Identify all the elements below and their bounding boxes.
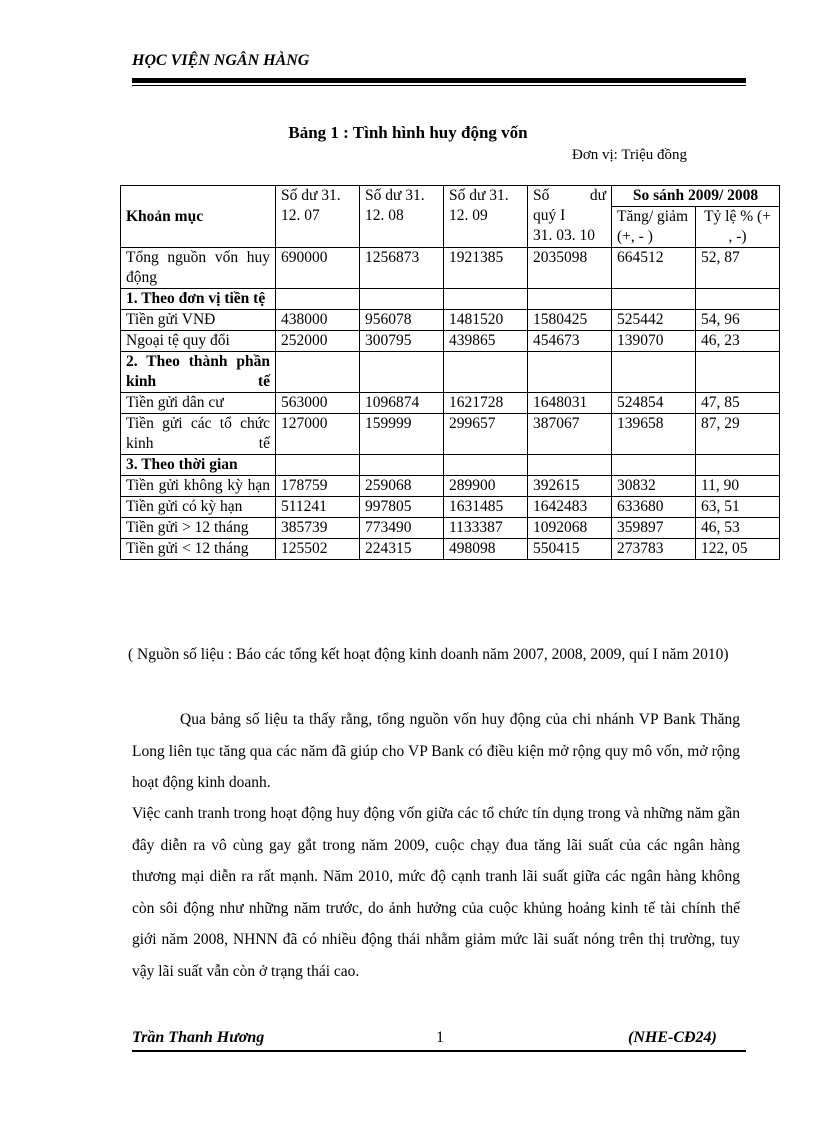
header-change: Tăng/ giảm (+, - ) — [612, 207, 696, 248]
table-row — [121, 518, 780, 539]
row-label: Tổng nguồn vốn huy động — [121, 248, 276, 289]
cell-value: 46, 23 — [696, 331, 780, 352]
cell-value: 956078 — [360, 310, 444, 331]
cell-value: 122, 05 — [696, 539, 780, 560]
row-label: Tiền gửi có kỳ hạn — [121, 497, 276, 518]
row-label: 1. Theo đơn vị tiền tệ — [121, 289, 276, 310]
cell-value: 525442 — [612, 310, 696, 331]
table-row — [121, 248, 780, 289]
cell-value: 252000 — [276, 331, 360, 352]
table-section-row — [121, 455, 780, 476]
header-col-q1-2010: Số dư quý I 31. 03. 10 — [528, 186, 612, 248]
paragraph-1: Qua bảng số liệu ta thấy rằng, tổng nguồn vốn huy động của chi nhánh VP Bank Thăng Long liên tục tăng qua các năm đã giúp cho VP Bank có điều kiện mở rộng quy mô vốn, mở rộng hoạt động kinh doanh. — [132, 711, 740, 791]
cell-value: 87, 29 — [696, 414, 780, 455]
cell-value: 159999 — [360, 414, 444, 455]
cell-value: 385739 — [276, 518, 360, 539]
row-label: Tiền gửi VNĐ — [121, 310, 276, 331]
cell-value — [612, 352, 696, 393]
cell-value: 30832 — [612, 476, 696, 497]
cell-value: 1631485 — [444, 497, 528, 518]
cell-value: 54, 96 — [696, 310, 780, 331]
source-note: ( Nguồn số liệu : Báo các tổng kết hoạt động kinh doanh năm 2007, 2008, 2009, quí I năm 2010) — [128, 646, 729, 663]
cell-value: 127000 — [276, 414, 360, 455]
cell-value: 1096874 — [360, 393, 444, 414]
cell-value: 125502 — [276, 539, 360, 560]
table-row — [121, 331, 780, 352]
cell-value: 773490 — [360, 518, 444, 539]
cell-value: 52, 87 — [696, 248, 780, 289]
cell-value: 511241 — [276, 497, 360, 518]
unit-label: Đơn vị: Triệu đồng — [572, 147, 688, 163]
header-rule-thin — [132, 85, 746, 86]
cell-value: 633680 — [612, 497, 696, 518]
cell-value — [276, 352, 360, 393]
header-compare: So sánh 2009/ 2008 — [612, 186, 780, 207]
row-label: Tiền gửi > 12 tháng — [121, 518, 276, 539]
row-label: Ngoại tệ quy đổi — [121, 331, 276, 352]
cell-value — [360, 289, 444, 310]
cell-value — [444, 352, 528, 393]
cell-value — [276, 289, 360, 310]
cell-value — [696, 289, 780, 310]
footer-code: (NHE-CĐ24) — [628, 1029, 717, 1046]
table-title: Bảng 1 : Tình hình huy động vốn — [288, 123, 528, 142]
cell-value: 1648031 — [528, 393, 612, 414]
header-title: HỌC VIỆN NGÂN HÀNG — [132, 52, 310, 69]
row-label: Tiền gửi < 12 tháng — [121, 539, 276, 560]
table-row — [121, 497, 780, 518]
capital-mobilization-table — [120, 185, 780, 560]
cell-value: 1621728 — [444, 393, 528, 414]
row-label: 3. Theo thời gian — [121, 455, 276, 476]
cell-value — [360, 455, 444, 476]
footer-author: Trần Thanh Hương — [132, 1029, 265, 1046]
cell-value: 63, 51 — [696, 497, 780, 518]
table-row — [121, 476, 780, 497]
header-item: Khoản mục — [121, 186, 276, 248]
cell-value — [528, 289, 612, 310]
header-col-2008: Số dư 31. 12. 08 — [360, 186, 444, 248]
cell-value: 997805 — [360, 497, 444, 518]
page-number: 1 — [436, 1029, 444, 1046]
cell-value — [360, 352, 444, 393]
cell-value: 1481520 — [444, 310, 528, 331]
table-row — [121, 393, 780, 414]
cell-value: 299657 — [444, 414, 528, 455]
header-col-2009: Số dư 31. 12. 09 — [444, 186, 528, 248]
cell-value — [528, 455, 612, 476]
cell-value: 1921385 — [444, 248, 528, 289]
cell-value: 392615 — [528, 476, 612, 497]
cell-value — [612, 289, 696, 310]
cell-value — [696, 352, 780, 393]
cell-value — [276, 455, 360, 476]
cell-value: 289900 — [444, 476, 528, 497]
cell-value: 498098 — [444, 539, 528, 560]
cell-value: 690000 — [276, 248, 360, 289]
cell-value: 438000 — [276, 310, 360, 331]
footer-rule — [132, 1050, 746, 1052]
cell-value: 139658 — [612, 414, 696, 455]
cell-value: 664512 — [612, 248, 696, 289]
cell-value: 224315 — [360, 539, 444, 560]
cell-value: 46, 53 — [696, 518, 780, 539]
cell-value: 259068 — [360, 476, 444, 497]
row-label: 2. Theo thành phần kinh tế — [121, 352, 276, 393]
header-ratio: Tỷ lệ % (+ , -) — [696, 207, 780, 248]
paragraph-2: Việc canh tranh trong hoạt động huy động vốn giữa các tổ chức tín dụng trong và những năm gần đây diễn ra vô cùng gay gắt trong năm 2009, cuộc chạy đua tăng lãi suất của các ngân hàng thương mại diễn ra rất mạnh. Năm 2010, mức độ cạnh tranh lãi suất giữa các ngân hàng không còn sôi động như những năm trước, do ảnh hưởng của cuộc khủng hoảng kinh tế tài chính thế giới năm 2008, NHNN đã có nhiều động thái nhằm giảm mức lãi suất nóng trên thị trường, tuy vậy lãi suất vẫn còn ở trạng thái cao. — [132, 805, 740, 980]
cell-value: 439865 — [444, 331, 528, 352]
cell-value: 139070 — [612, 331, 696, 352]
table-section-row — [121, 289, 780, 310]
row-label: Tiền gửi dân cư — [121, 393, 276, 414]
cell-value: 454673 — [528, 331, 612, 352]
cell-value: 387067 — [528, 414, 612, 455]
header-rule — [132, 78, 746, 83]
cell-value: 178759 — [276, 476, 360, 497]
cell-value: 1642483 — [528, 497, 612, 518]
cell-value: 563000 — [276, 393, 360, 414]
cell-value: 1256873 — [360, 248, 444, 289]
cell-value — [528, 352, 612, 393]
cell-value: 1133387 — [444, 518, 528, 539]
cell-value: 47, 85 — [696, 393, 780, 414]
cell-value — [696, 455, 780, 476]
cell-value: 273783 — [612, 539, 696, 560]
row-label: Tiền gửi các tổ chức kinh tế — [121, 414, 276, 455]
cell-value — [612, 455, 696, 476]
cell-value — [444, 455, 528, 476]
table-row — [121, 310, 780, 331]
cell-value: 1092068 — [528, 518, 612, 539]
cell-value — [444, 289, 528, 310]
cell-value: 359897 — [612, 518, 696, 539]
row-label: Tiền gửi không kỳ hạn — [121, 476, 276, 497]
table-row — [121, 539, 780, 560]
cell-value: 11, 90 — [696, 476, 780, 497]
table-section-row — [121, 352, 780, 393]
cell-value: 2035098 — [528, 248, 612, 289]
header-col-2007: Số dư 31. 12. 07 — [276, 186, 360, 248]
table-row — [121, 414, 780, 455]
cell-value: 1580425 — [528, 310, 612, 331]
cell-value: 550415 — [528, 539, 612, 560]
cell-value: 524854 — [612, 393, 696, 414]
cell-value: 300795 — [360, 331, 444, 352]
